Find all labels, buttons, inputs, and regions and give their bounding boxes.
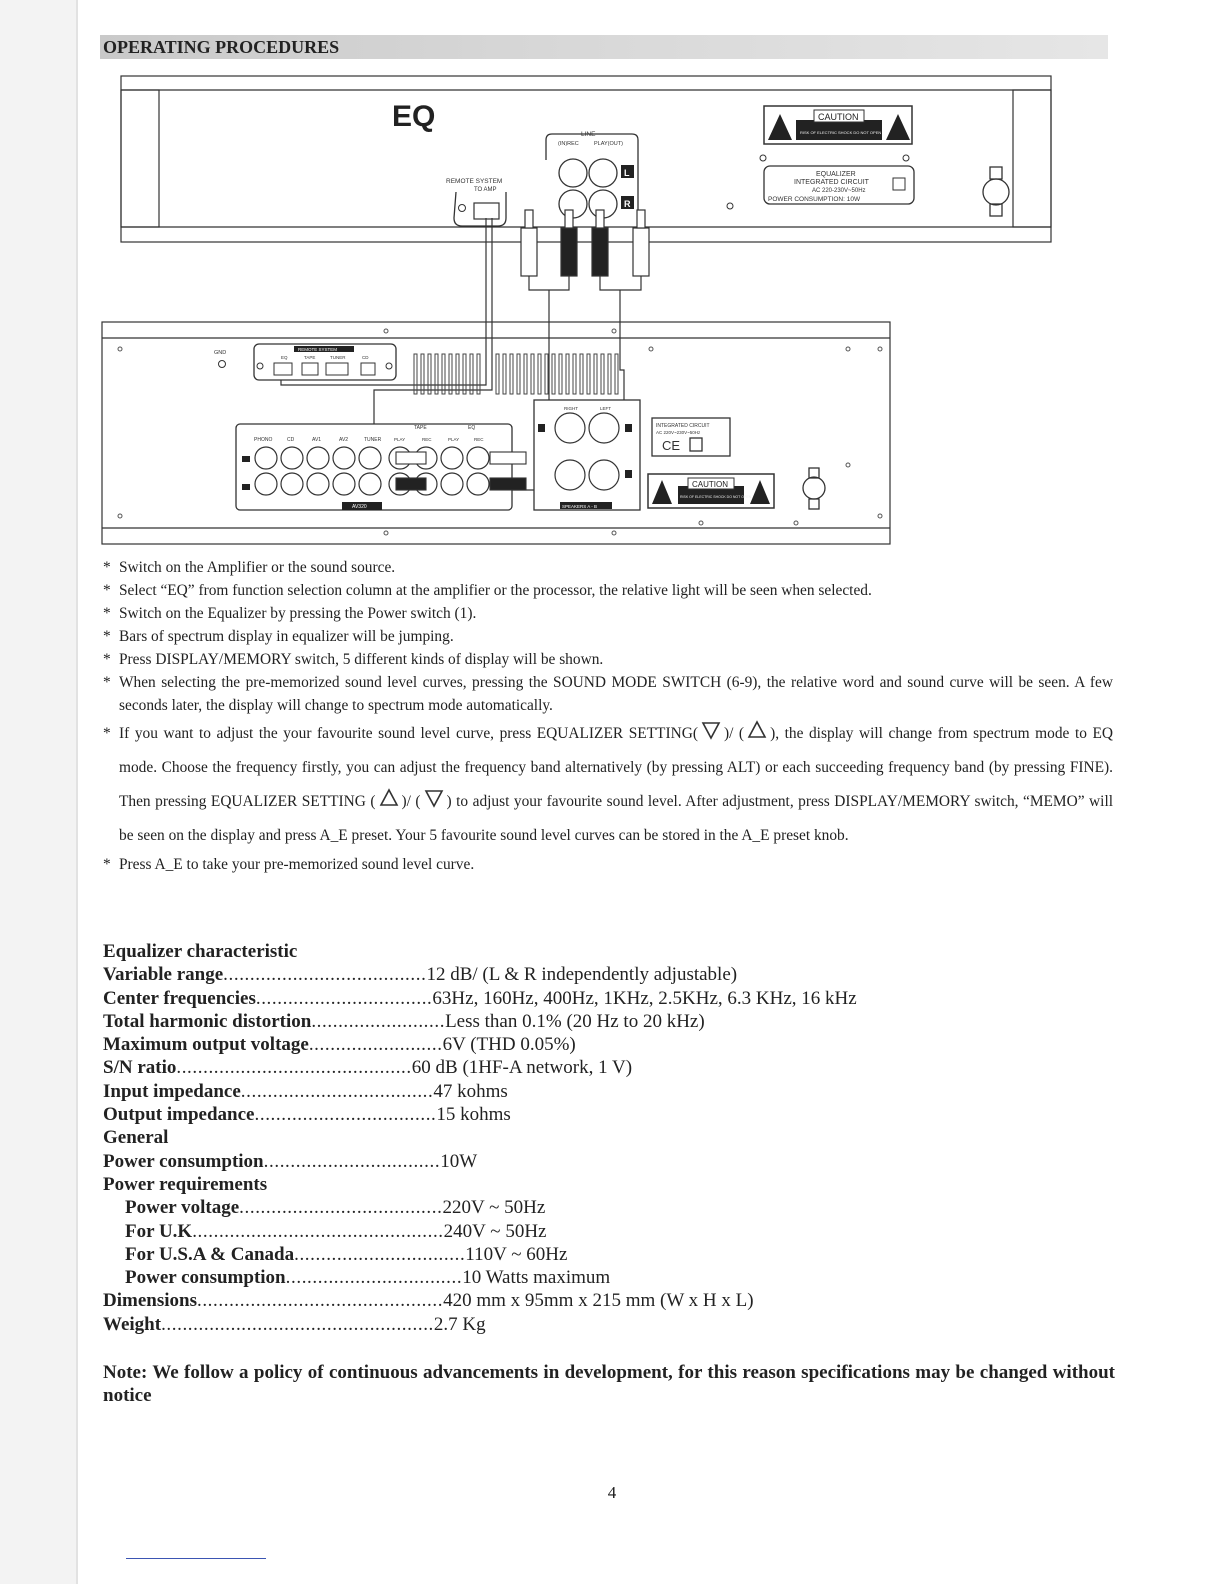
spec-heading-general: General: [103, 1127, 169, 1149]
footer-rule: [126, 1558, 266, 1559]
remote-port: [474, 203, 499, 219]
svg-text:CAUTION: CAUTION: [818, 112, 859, 122]
spec-row: Output impedance .................................. 15 kohms: [103, 1104, 511, 1126]
instruction-item: * Switch on the Equalizer by pressing the Power switch (1).: [103, 605, 477, 622]
svg-text:GND: GND: [214, 350, 227, 356]
svg-text:L: L: [624, 168, 630, 178]
line-jacks: [559, 159, 617, 218]
spec-row: Variable range ...................................... 12 dB/ (L & R independently adjustable): [103, 964, 738, 986]
svg-text:CD: CD: [362, 355, 369, 360]
svg-text:SPEAKERS A - B: SPEAKERS A - B: [562, 504, 598, 509]
spec-row: Power voltage ...................................... 220V ~ 50Hz: [125, 1197, 546, 1219]
amp-rating-plate: [652, 418, 730, 456]
eq-unit-rear-panel: [121, 76, 1051, 242]
spec-row: Power consumption ................................. 10W: [103, 1150, 478, 1172]
svg-text:EQUALIZER: EQUALIZER: [816, 171, 856, 178]
svg-text:AC 220V~230V~50Hz: AC 220V~230V~50Hz: [656, 430, 701, 435]
svg-text:TAPE: TAPE: [304, 355, 316, 360]
heatsink-fins: [414, 354, 618, 394]
instruction-item: * Bars of spectrum display in equalizer will be jumping.: [103, 628, 454, 645]
svg-text:AV320: AV320: [352, 504, 367, 510]
spec-row: Center frequencies ................................. 63Hz, 160Hz, 400Hz, 1KHz, 2.5KHz, 6.3 KHz, 16 kHz: [103, 987, 857, 1009]
svg-text:R: R: [624, 199, 631, 209]
triangle-up-icon: [746, 719, 768, 741]
eq-remote-sublabel: TO AMP: [474, 187, 497, 193]
svg-text:TUNER: TUNER: [330, 355, 346, 360]
eq-power-cord-socket: [983, 167, 1009, 216]
spec-row: For U.S.A & Canada ................................ 110V ~ 60Hz: [125, 1243, 568, 1265]
svg-text:PHONO: PHONO: [254, 437, 273, 443]
gnd-terminal: [219, 361, 226, 368]
svg-text:RIGHT: RIGHT: [564, 406, 578, 411]
amp-remote-system-panel: [254, 344, 396, 380]
svg-text:REC: REC: [422, 437, 432, 442]
svg-text:CAUTION: CAUTION: [692, 480, 728, 489]
spec-row: Maximum output voltage ......................... 6V (THD 0.05%): [103, 1034, 576, 1056]
instruction-item: * Press DISPLAY/MEMORY switch, 5 different kinds of display will be shown.: [103, 651, 604, 668]
spec-heading-power-requirements: Power requirements: [103, 1173, 268, 1195]
spec-row: Total harmonic distortion ......................... Less than 0.1% (20 Hz to 20 kHz): [103, 1010, 705, 1032]
svg-text:LEFT: LEFT: [600, 406, 612, 411]
svg-text:INTEGRATED CIRCUIT: INTEGRATED CIRCUIT: [794, 179, 869, 186]
connection-diagram: [96, 70, 1106, 550]
svg-text:POWER CONSUMPTION: 10W: POWER CONSUMPTION: 10W: [768, 196, 861, 203]
triangle-up-icon: [378, 787, 400, 809]
svg-text:AV1: AV1: [312, 437, 322, 443]
instruction-item: * When selecting the pre-memorized sound level curves, pressing the SOUND MODE SWITCH (6-9), the relative word and sound curve will be seen. A few seconds later, the display will change to spectrum mode automatically.: [103, 674, 1113, 714]
svg-text:REC: REC: [474, 437, 484, 442]
spec-heading-equalizer: Equalizer characteristic: [103, 941, 298, 962]
eq-rating-plate: [764, 166, 914, 204]
spec-row: For U.K ............................................... 240V ~ 50Hz: [125, 1220, 547, 1242]
spec-row: Weight ................................................... 2.7 Kg: [103, 1313, 486, 1335]
spec-row: Input impedance .................................... 47 kohms: [103, 1080, 508, 1102]
rca-plugs: [521, 210, 649, 276]
disclaimer-note: Note: We follow a policy of continuous advancements in development, for this reason specifications may be changed without notice: [103, 1362, 1115, 1406]
svg-text:RISK OF ELECTRIC SHOCK DO NOT: RISK OF ELECTRIC SHOCK DO NOT OPEN: [800, 130, 882, 135]
spec-row: S/N ratio ............................................ 60 dB (1HF-A network, 1 V): [103, 1057, 633, 1079]
svg-text:AV2: AV2: [339, 437, 349, 443]
line-out-label: PLAY(OUT): [594, 141, 623, 147]
line-label: LINE: [581, 131, 596, 138]
eq-remote-label: REMOTE SYSTEM: [446, 178, 503, 185]
amp-input-jacks-panel: [236, 424, 526, 510]
specifications: [103, 940, 1113, 1336]
line-in-label: (IN)REC: [558, 141, 579, 147]
svg-text:REMOTE SYSTEM: REMOTE SYSTEM: [298, 347, 338, 352]
triangle-down-icon: [700, 719, 722, 741]
eq-caution-label: [764, 106, 912, 144]
instruction-item: * Press A_E to take your pre-memorized sound level curve.: [103, 856, 475, 873]
amp-speaker-terminals: [534, 400, 640, 510]
remote-port-screw: [459, 205, 466, 212]
page-left-edge: [0, 0, 78, 1584]
amp-power-cord-socket: [803, 468, 825, 509]
spec-row: Dimensions .............................................. 420 mm x 95mm x 215 mm (W x H x L): [103, 1290, 754, 1312]
spec-row: Power consumption ................................. 10 Watts maximum: [125, 1267, 611, 1289]
svg-text:PLAY: PLAY: [448, 437, 460, 442]
svg-text:EQ: EQ: [468, 425, 476, 431]
eq-unit-label: EQ: [392, 100, 436, 133]
instruction-item: * If you want to adjust the your favourite sound level curve, press EQUALIZER SETTING( )/ ( ), the display will change from spectrum mode to EQ mode. Choose the frequency firstly, you can adjust the frequency band alternatively (by pressing ALT) or each succeeding frequency band (by pressing FINE). Then pressing EQUALIZER SETTING ( )/ ( ) to adjust your favourite sound level. After adjustment, press DISPLAY/MEMORY switch, “MEMO” will be seen on the display and press A_E preset. Your 5 favourite sound level curves can be stored in the A_E preset knob.: [103, 717, 1113, 853]
triangle-down-icon: [423, 787, 445, 809]
section-header: OPERATING PROCEDURES: [100, 35, 1108, 59]
svg-text:EQ: EQ: [281, 355, 288, 360]
svg-text:TAPE: TAPE: [414, 425, 427, 431]
svg-text:CE: CE: [662, 438, 681, 453]
svg-text:CD: CD: [287, 437, 295, 443]
svg-text:RISK OF ELECTRIC SHOCK DO NOT: RISK OF ELECTRIC SHOCK DO NOT OPEN: [680, 495, 752, 499]
page-number: 4: [607, 1483, 617, 1502]
svg-text:AC 220-230V~50Hz: AC 220-230V~50Hz: [812, 188, 866, 194]
instruction-item: * Switch on the Amplifier or the sound source.: [103, 559, 396, 576]
svg-text:PLAY: PLAY: [394, 437, 406, 442]
svg-text:INTEGRATED CIRCUIT: INTEGRATED CIRCUIT: [656, 423, 710, 429]
instructions-list: [103, 556, 1113, 876]
instruction-item: * Select “EQ” from function selection column at the amplifier or the processor, the relative light will be seen when selected.: [103, 582, 872, 599]
amp-caution-label: [648, 474, 774, 508]
svg-text:TUNER: TUNER: [364, 437, 382, 443]
